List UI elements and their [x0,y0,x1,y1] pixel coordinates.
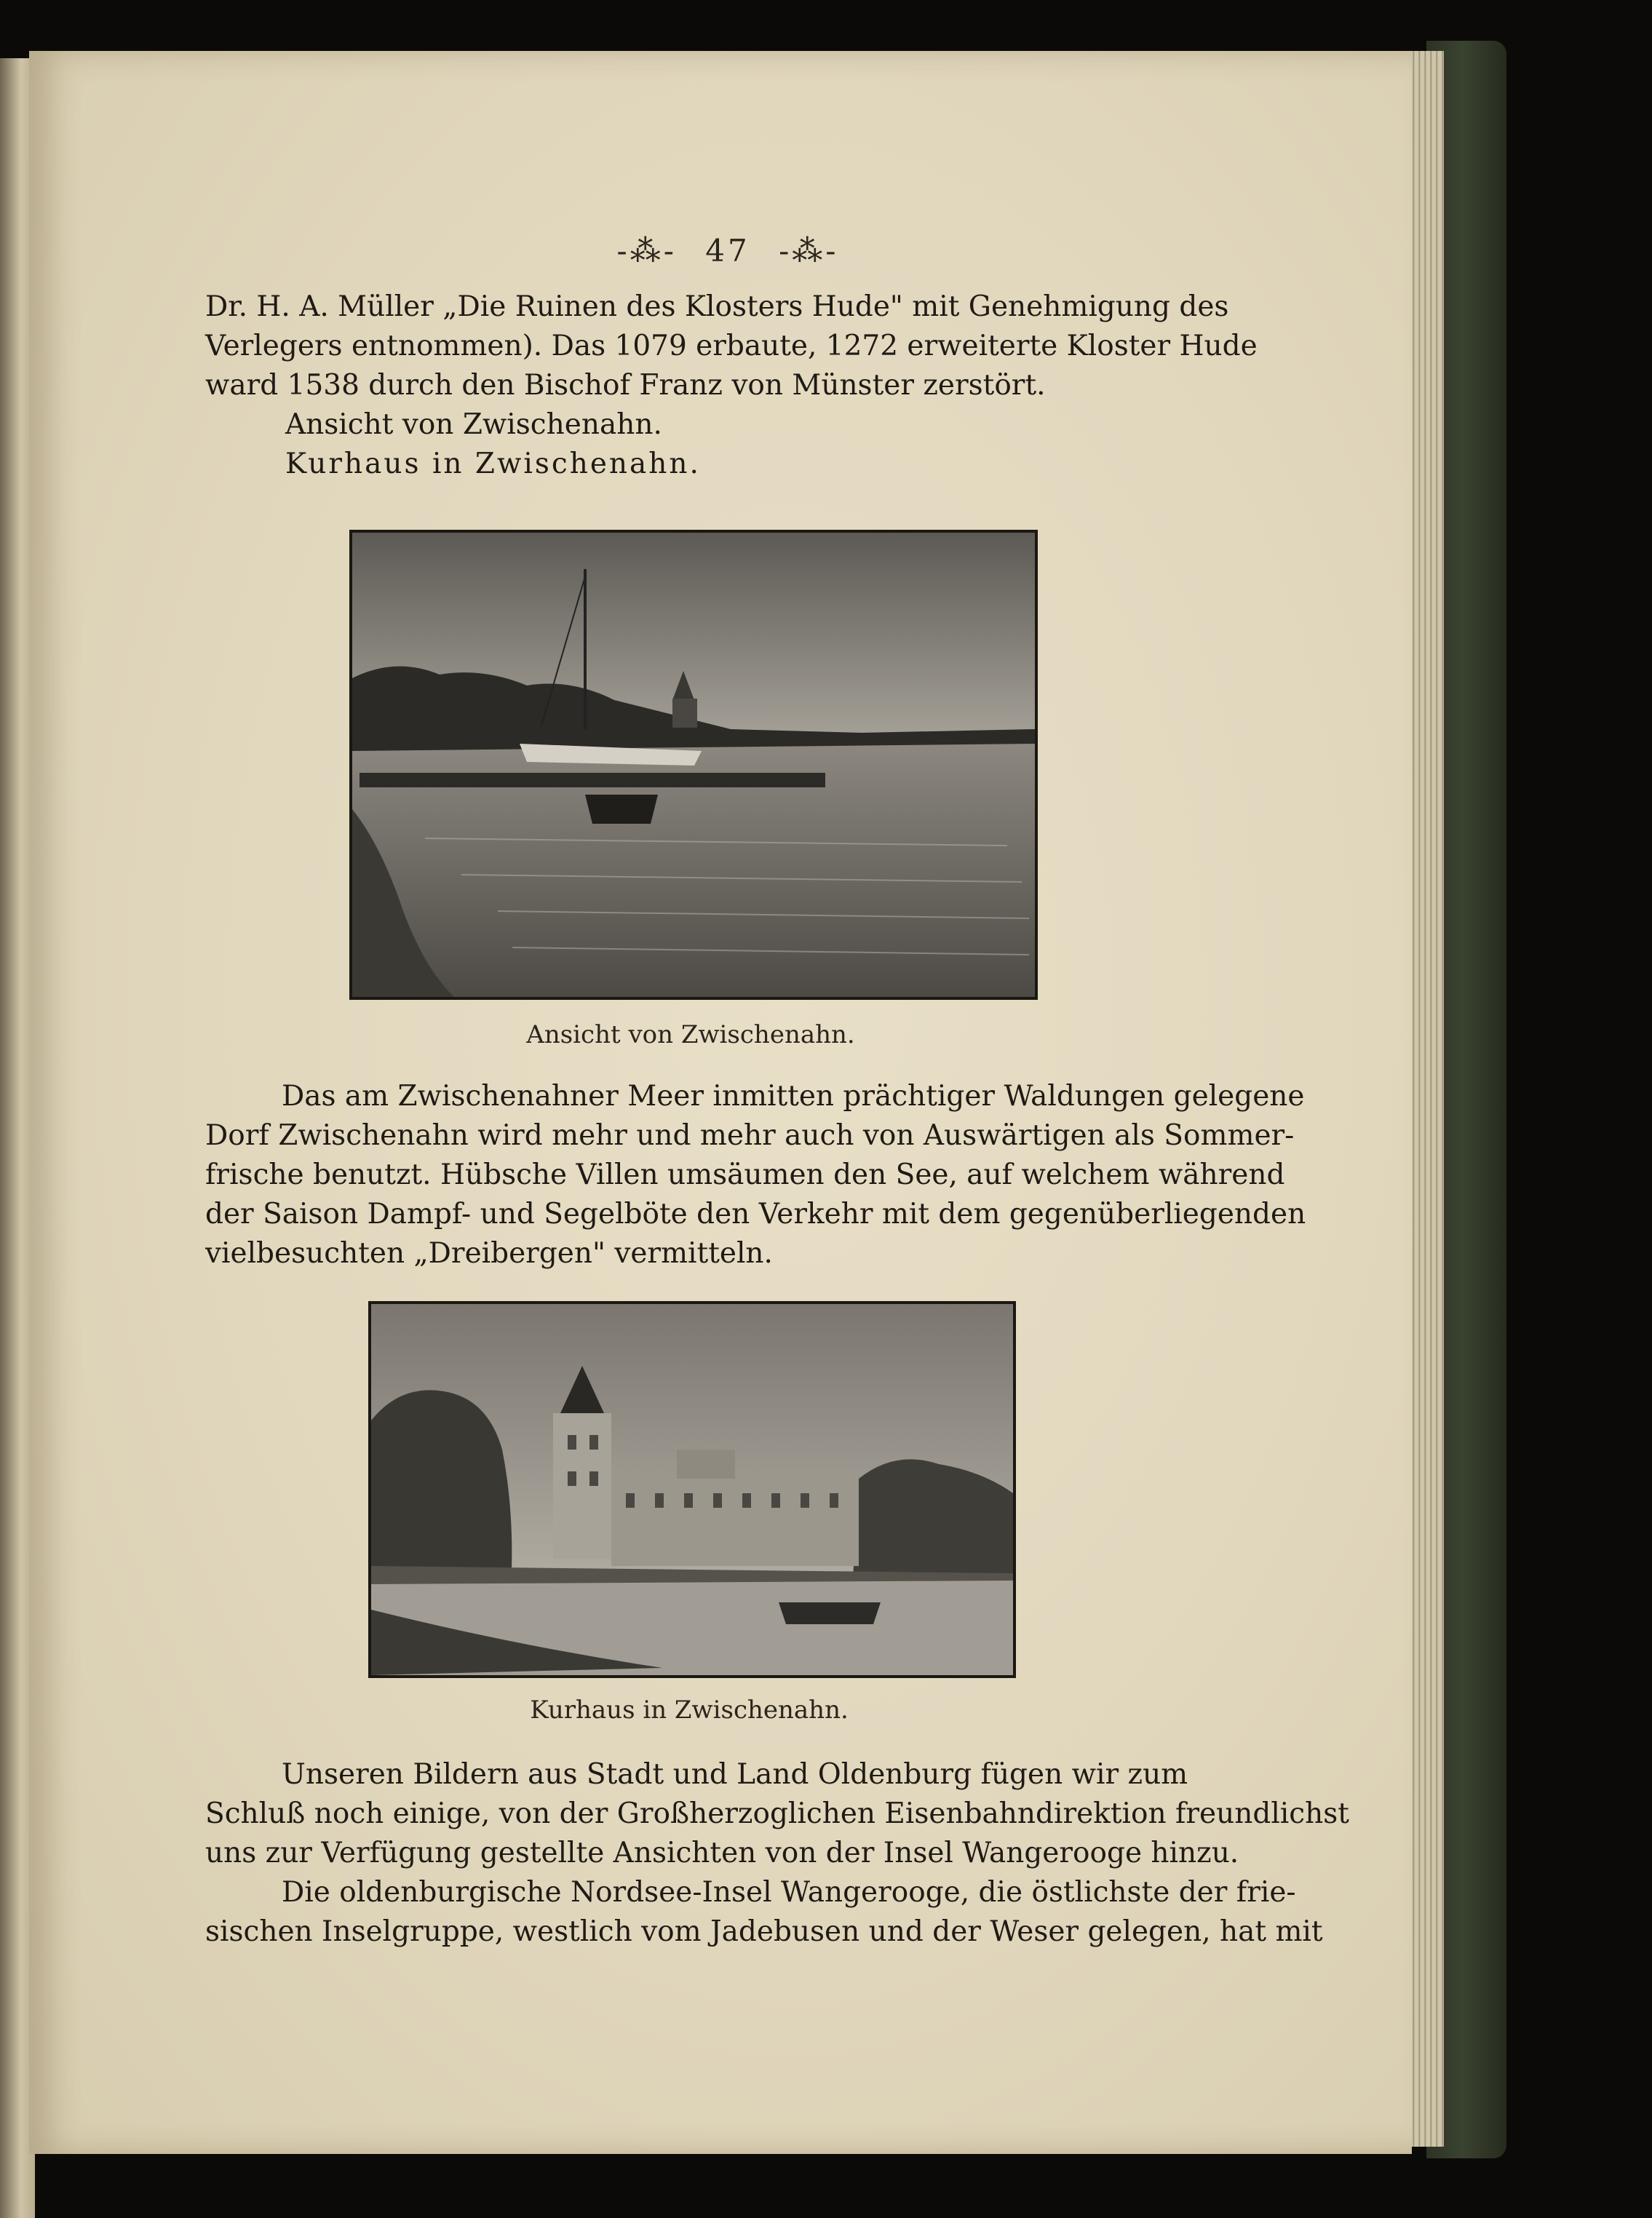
figure2-caption: Kurhaus in Zwischenahn. [530,1696,849,1725]
ornament-right: -⁂- [779,233,839,269]
list-item: Ansicht von Zwischenahn. [285,408,662,441]
paragraph-3 [205,1873,1323,1952]
page-number: 47 [705,233,750,269]
intro-line: Verlegers entnommen). Das 1079 erbaute, 1272 erweiterte Kloster Hude [205,330,1258,362]
kurhaus-illustration [371,1304,1013,1675]
paragraph-line: Dorf Zwischenahn wird mehr und mehr auch von Auswärtigen als Sommer- [205,1119,1295,1152]
paragraph-line: Die oldenburgische Nordsee-Insel Wangerooge, die östlichste der frie- [282,1876,1296,1909]
intro-line: ward 1538 durch den Bischof Franz von Münster zerstört. [205,369,1046,402]
lake-illustration [352,533,1035,997]
photo-lake-view [349,530,1038,1000]
paragraph-line: Schluß noch einige, von der Großherzoglichen Eisenbahndirektion freundlichst [205,1797,1349,1830]
paragraph-line: sischen Inselgruppe, westlich vom Jadebusen und der Weser gelegen, hat mit [205,1915,1323,1948]
page-number-header [0,233,1456,269]
intro-line: Dr. H. A. Müller „Die Ruinen des Klosters Hude" mit Genehmigung des [205,290,1229,323]
paragraph-line: frische benutzt. Hübsche Villen umsäumen den See, auf welchem während [205,1158,1285,1191]
paragraph-line: der Saison Dampf- und Segelböte den Verkehr mit dem gegenüberliegenden [205,1198,1306,1231]
paragraph-line: Das am Zwischenahner Meer inmitten prächtiger Waldungen gelegene [282,1080,1305,1113]
paragraph-line: uns zur Verfügung gestellte Ansichten von der Insel Wangerooge hinzu. [205,1837,1239,1869]
intro-text [205,287,1258,484]
paragraph-line: Unseren Bildern aus Stadt und Land Oldenburg fügen wir zum [282,1758,1188,1791]
photo-kurhaus [368,1301,1016,1678]
paragraph-2 [205,1755,1349,1873]
figure1-caption: Ansicht von Zwischenahn. [526,1020,855,1049]
ornament-left: -⁂- [616,233,677,269]
paragraph-1 [205,1077,1306,1273]
list-item: Kurhaus in Zwischenahn. [285,448,701,480]
paragraph-line: vielbesuchten „Dreibergen" vermitteln. [205,1237,773,1270]
